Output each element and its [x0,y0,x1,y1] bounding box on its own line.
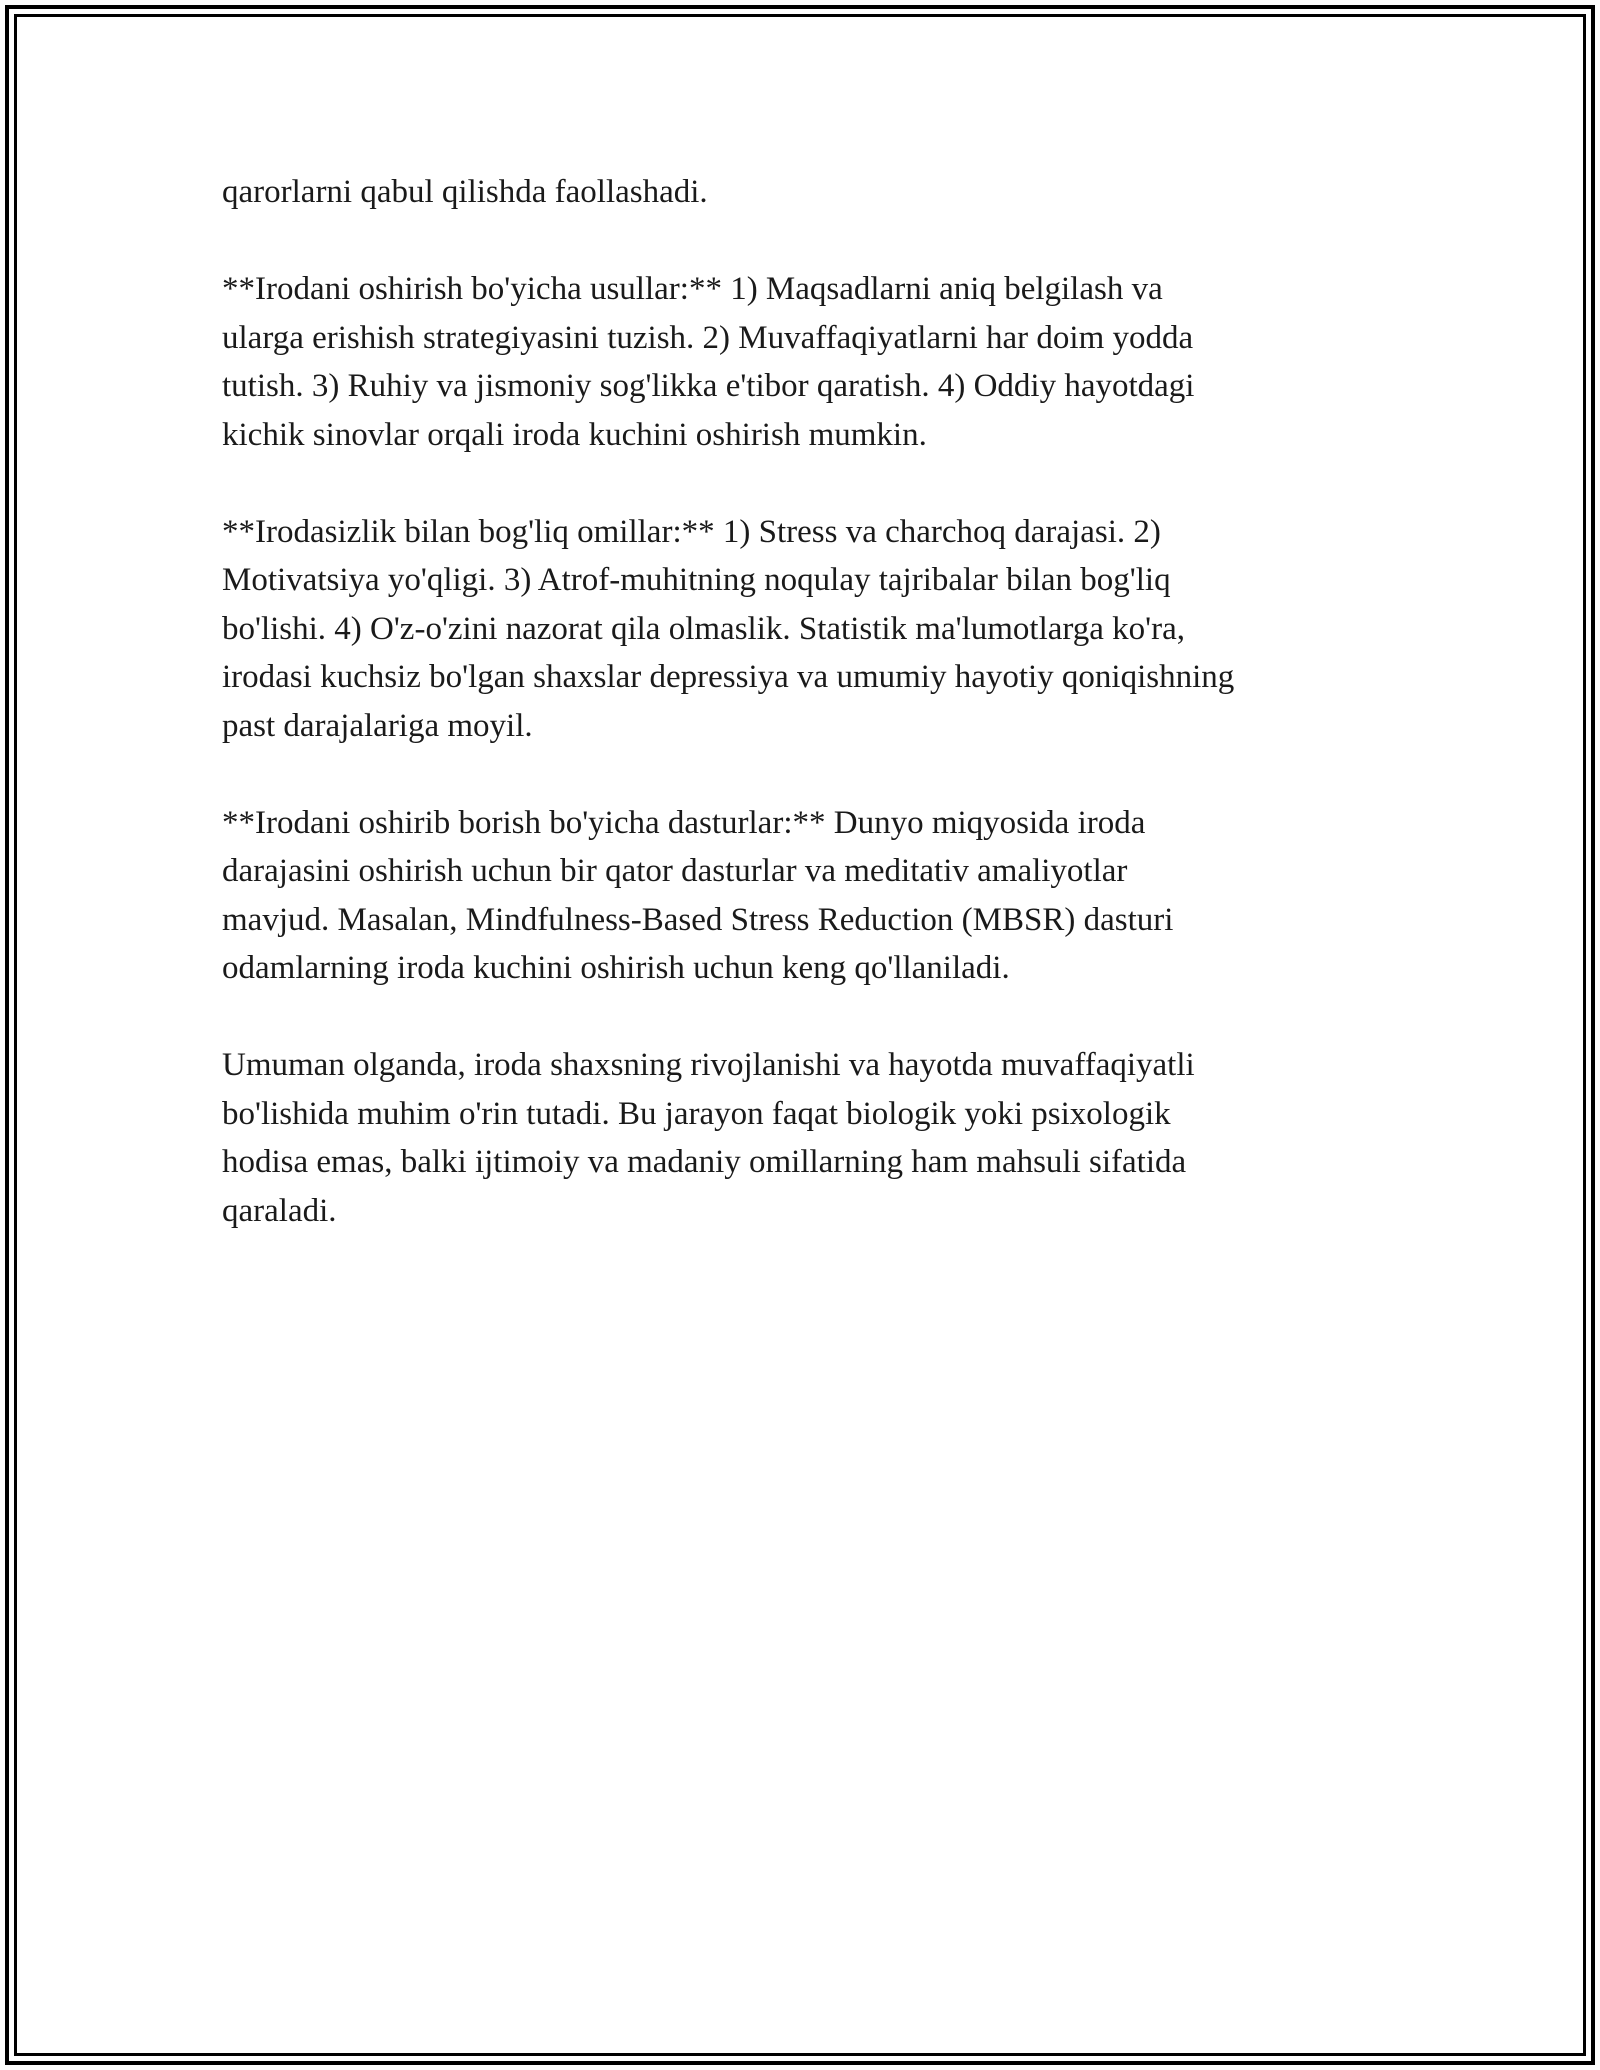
paragraph-methods: **Irodani oshirish bo'yicha usullar:** 1) Maqsadlarni aniq belgilash va ularga erishish strategiyasini tuzish. 2) Muvaffaqiyatlarni har doim yodda tutish. 3) Ruhiy va jismoniy sog'likka e'tibor qaratish. 4) Oddiy hayotdagi kichik sinovlar orqali iroda kuchini oshirish mumkin. [222,271,1195,453]
document-body [222,168,1372,1284]
paragraph-conclusion: Umuman olganda, iroda shaxsning rivojlanishi va hayotda muvaffaqiyatli bo'lishida muhim o'rin tutadi. Bu jarayon faqat biologik yoki psixologik hodisa emas, balki ijtimoiy va madaniy omillarning ham mahsuli sifatida qaraladi. [222,1047,1195,1229]
paragraph-continuation: qarorlarni qabul qilishda faollashadi. [222,174,708,210]
paragraph-programs: **Irodani oshirib borish bo'yicha dasturlar:** Dunyo miqyosida iroda darajasini oshirish uchun bir qator dasturlar va meditativ amaliyotlar mavjud. Masalan, Mindfulness-Based Stress Reduction (MBSR) dasturi odamlarning iroda kuchini oshirish uchun keng qo'llaniladi. [222,804,1174,986]
paragraph-factors: **Irodasizlik bilan bog'liq omillar:** 1) Stress va charchoq darajasi. 2) Motivatsiya yo'qligi. 3) Atrof-muhitning noqulay tajribalar bilan bog'liq bo'lishi. 4) O'z-o'zini nazorat qila olmaslik. Statistik ma'lumotlarga ko'ra, irodasi kuchsiz bo'lgan shaxslar depressiya va umumiy hayotiy qoniqishning past darajalariga moyil. [222,513,1235,744]
